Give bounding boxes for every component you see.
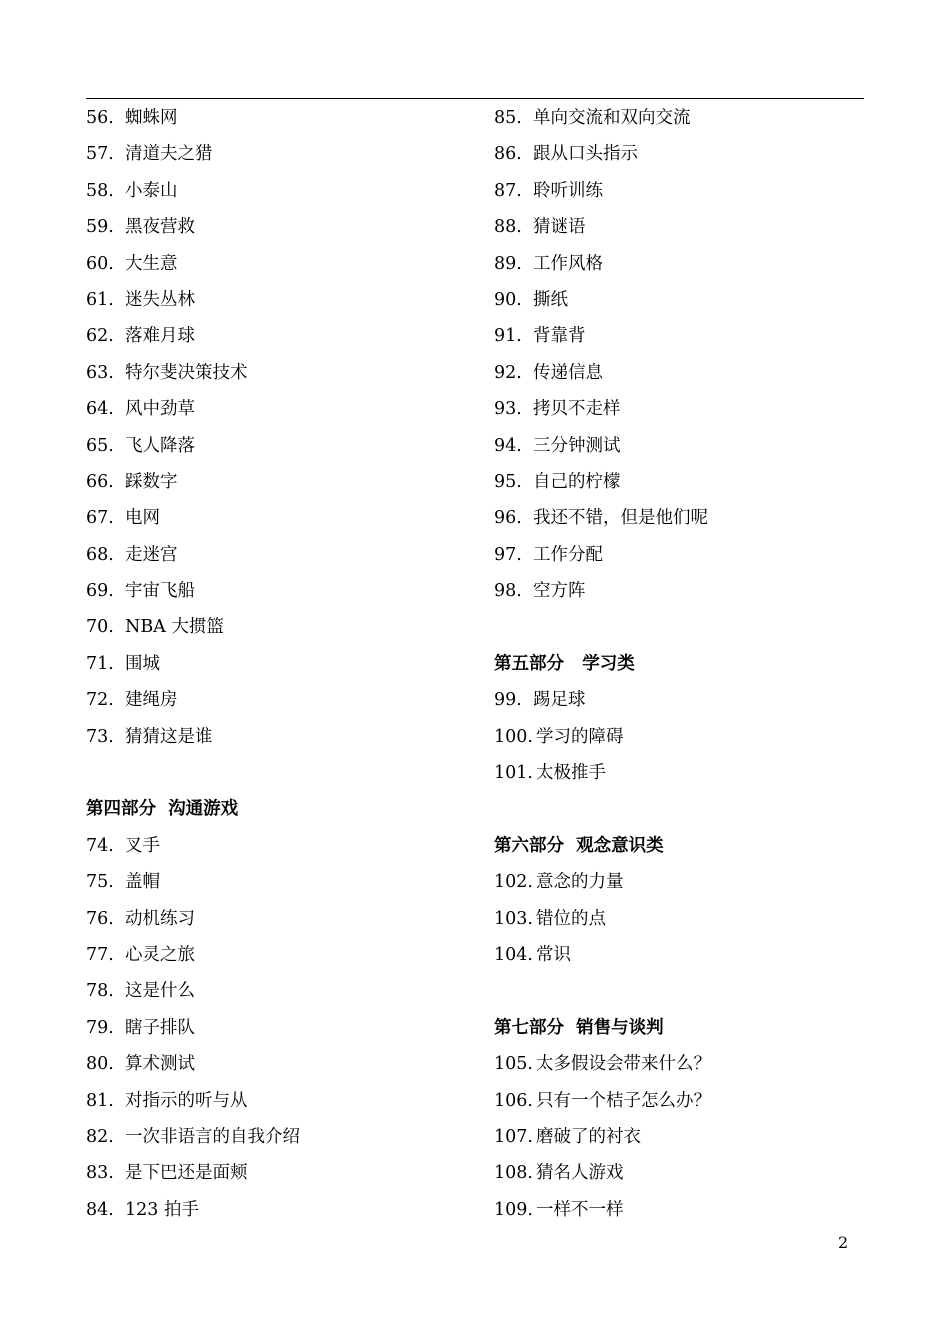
item-number: 73.: [86, 726, 114, 747]
item-number: 67.: [86, 508, 114, 529]
list-item: [494, 173, 884, 209]
item-title: 猜猜这是谁: [125, 726, 213, 747]
item-number: 105.: [494, 1054, 533, 1075]
item-title: 黑夜营救: [125, 217, 195, 238]
list-item: [494, 500, 884, 536]
item-number: 80.: [86, 1054, 114, 1075]
item-title: 我还不错，但是他们呢: [533, 508, 708, 529]
list-item: [86, 355, 476, 391]
item-title: 传递信息: [533, 362, 603, 383]
item-number: 109.: [494, 1199, 533, 1220]
list-item: [494, 391, 884, 427]
list-item: [86, 282, 476, 318]
item-number: 104.: [494, 944, 533, 965]
item-number: 108.: [494, 1163, 533, 1184]
item-title: 工作分配: [533, 544, 603, 565]
list-item: [494, 1155, 884, 1191]
item-number: 65.: [86, 435, 114, 456]
list-item: [494, 573, 884, 609]
item-number: 72.: [86, 690, 114, 711]
list-item: [86, 828, 476, 864]
item-number: 102.: [494, 872, 533, 893]
item-title: 清道夫之猎: [125, 144, 213, 165]
item-number: 64.: [86, 399, 114, 420]
left-column: [86, 100, 476, 1228]
item-title: 磨破了的衬衣: [535, 1126, 641, 1147]
item-number: 69.: [86, 581, 114, 602]
item-number: 81.: [86, 1090, 114, 1111]
item-number: 84.: [86, 1199, 114, 1220]
list-item: [494, 209, 884, 245]
item-title: 对指示的听与从: [125, 1090, 248, 1111]
item-number: 61.: [86, 289, 114, 310]
page-number: 2: [838, 1233, 849, 1252]
item-title: 特尔斐决策技术: [125, 362, 248, 383]
item-title: 聆听训练: [533, 180, 603, 201]
item-number: 101.: [494, 763, 533, 784]
item-title: 走迷宫: [125, 544, 178, 565]
item-number: 71.: [86, 653, 114, 674]
list-item: [494, 355, 884, 391]
item-title: 太多假设会带来什么？: [535, 1054, 711, 1075]
list-item: [494, 428, 884, 464]
item-title: 猜名人游戏: [535, 1163, 624, 1184]
list-item: [86, 391, 476, 427]
section-heading: 第七部分 销售与谈判: [494, 1017, 664, 1038]
item-number: 79.: [86, 1017, 114, 1038]
list-item: [86, 136, 476, 172]
item-title: 背靠背: [533, 326, 586, 347]
item-number: 103.: [494, 908, 533, 929]
list-item: [86, 609, 476, 645]
item-title: 宇宙飞船: [125, 581, 195, 602]
item-title: 一样不一样: [535, 1199, 624, 1220]
section-heading: 第六部分 观念意识类: [494, 835, 664, 856]
item-title: 建绳房: [125, 690, 178, 711]
item-title: 心灵之旅: [125, 944, 195, 965]
item-title: 蜘蛛网: [125, 108, 178, 128]
list-item: [494, 719, 884, 755]
item-title: 是下巴还是面颊: [125, 1163, 248, 1184]
item-title: 叉手: [125, 835, 160, 856]
item-number: 98.: [494, 581, 522, 602]
item-title: 单向交流和双向交流: [533, 108, 691, 128]
list-item: [494, 1046, 884, 1082]
list-item: [494, 1119, 884, 1155]
item-title: 瞎子排队: [125, 1017, 195, 1038]
list-item: [86, 573, 476, 609]
list-item: [86, 173, 476, 209]
item-title: 盖帽: [125, 872, 160, 893]
item-title: 跟从口头指示: [533, 144, 638, 165]
item-title: 拷贝不走样: [533, 399, 621, 420]
item-number: 77.: [86, 944, 114, 965]
list-item: [494, 1192, 884, 1228]
header-rule: [86, 98, 864, 99]
list-item: [86, 100, 476, 136]
item-number: 57.: [86, 144, 114, 165]
list-item: [86, 901, 476, 937]
item-number: 99.: [494, 690, 522, 711]
item-number: 90.: [494, 289, 522, 310]
list-item: [86, 1155, 476, 1191]
item-title: 工作风格: [533, 253, 603, 274]
item-title: 这是什么: [125, 981, 195, 1002]
item-number: 86.: [494, 144, 522, 165]
item-number: 95.: [494, 471, 522, 492]
item-number: 63.: [86, 362, 114, 383]
list-item: [86, 1046, 476, 1082]
item-title: 算术测试: [125, 1054, 195, 1075]
item-title: 大生意: [125, 253, 178, 274]
item-number: 59.: [86, 217, 114, 238]
item-number: 92.: [494, 362, 522, 383]
list-item: [86, 646, 476, 682]
item-title: 动机练习: [125, 908, 195, 929]
list-item: [86, 1083, 476, 1119]
list-item: [86, 500, 476, 536]
item-number: 106.: [494, 1090, 533, 1111]
item-title: 常识: [535, 944, 571, 965]
item-number: 66.: [86, 471, 114, 492]
spacer: [494, 973, 884, 1009]
section-heading: 第五部分 学习类: [494, 653, 635, 674]
item-number: 85.: [494, 108, 522, 128]
list-item: [494, 318, 884, 354]
item-number: 68.: [86, 544, 114, 565]
list-item: [494, 937, 884, 973]
list-item: [494, 464, 884, 500]
list-item: [86, 537, 476, 573]
item-number: 97.: [494, 544, 522, 565]
item-number: 94.: [494, 435, 522, 456]
list-item: [494, 864, 884, 900]
item-title: 围城: [125, 653, 160, 674]
list-item: [494, 282, 884, 318]
item-title: 太极推手: [535, 763, 606, 784]
item-title: 撕纸: [533, 289, 568, 310]
list-item: [86, 1192, 476, 1228]
item-number: 58.: [86, 180, 114, 201]
list-item: [86, 682, 476, 718]
list-item: [494, 246, 884, 282]
item-title: 空方阵: [533, 581, 586, 602]
spacer: [494, 609, 884, 645]
item-title: 意念的力量: [535, 872, 624, 893]
item-number: 89.: [494, 253, 522, 274]
item-title: 落难月球: [125, 326, 195, 347]
item-number: 62.: [86, 326, 114, 347]
list-item: [86, 937, 476, 973]
item-title: 电网: [125, 508, 160, 529]
item-title: 猜谜语: [533, 217, 586, 238]
spacer: [86, 755, 476, 791]
item-title: 踢足球: [533, 690, 586, 711]
item-number: 82.: [86, 1126, 114, 1147]
list-item: [494, 755, 884, 791]
list-item: [86, 1119, 476, 1155]
item-title: 123 拍手: [125, 1199, 199, 1220]
list-item: [86, 864, 476, 900]
list-item: [86, 246, 476, 282]
item-title: 踩数字: [125, 471, 178, 492]
item-number: 107.: [494, 1126, 533, 1147]
item-title: 错位的点: [535, 908, 606, 929]
spacer: [494, 791, 884, 827]
item-number: 91.: [494, 326, 522, 347]
item-title: 只有一个桔子怎么办？: [535, 1090, 711, 1111]
list-item: [86, 719, 476, 755]
item-title: 飞人降落: [125, 435, 195, 456]
item-number: 74.: [86, 835, 114, 856]
item-title: 一次非语言的自我介绍: [125, 1126, 300, 1147]
right-column: [494, 100, 884, 1228]
list-item: [494, 136, 884, 172]
item-number: 78.: [86, 981, 114, 1002]
list-item: [86, 1010, 476, 1046]
list-item: [86, 318, 476, 354]
list-item: [86, 464, 476, 500]
item-number: 93.: [494, 399, 522, 420]
item-title: 学习的障碍: [535, 726, 624, 747]
item-number: 60.: [86, 253, 114, 274]
item-number: 88.: [494, 217, 522, 238]
item-title: 小泰山: [125, 180, 178, 201]
list-item: [86, 973, 476, 1009]
item-title: 自己的柠檬: [533, 471, 621, 492]
item-title: 三分钟测试: [533, 435, 621, 456]
item-title: NBA 大掼篮: [125, 617, 224, 638]
list-item: [494, 1083, 884, 1119]
item-number: 83.: [86, 1163, 114, 1184]
item-title: 风中劲草: [125, 399, 195, 420]
list-item: [494, 100, 884, 136]
item-number: 70.: [86, 617, 114, 638]
item-number: 100.: [494, 726, 533, 747]
section-heading: 第四部分 沟通游戏: [86, 799, 239, 820]
list-item: [86, 428, 476, 464]
item-number: 87.: [494, 180, 522, 201]
list-item: [494, 901, 884, 937]
list-item: [494, 682, 884, 718]
item-number: 75.: [86, 872, 114, 893]
list-item: [494, 537, 884, 573]
item-number: 56.: [86, 108, 114, 128]
item-number: 96.: [494, 508, 522, 529]
list-item: [86, 209, 476, 245]
item-number: 76.: [86, 908, 114, 929]
item-title: 迷失丛林: [125, 289, 195, 310]
